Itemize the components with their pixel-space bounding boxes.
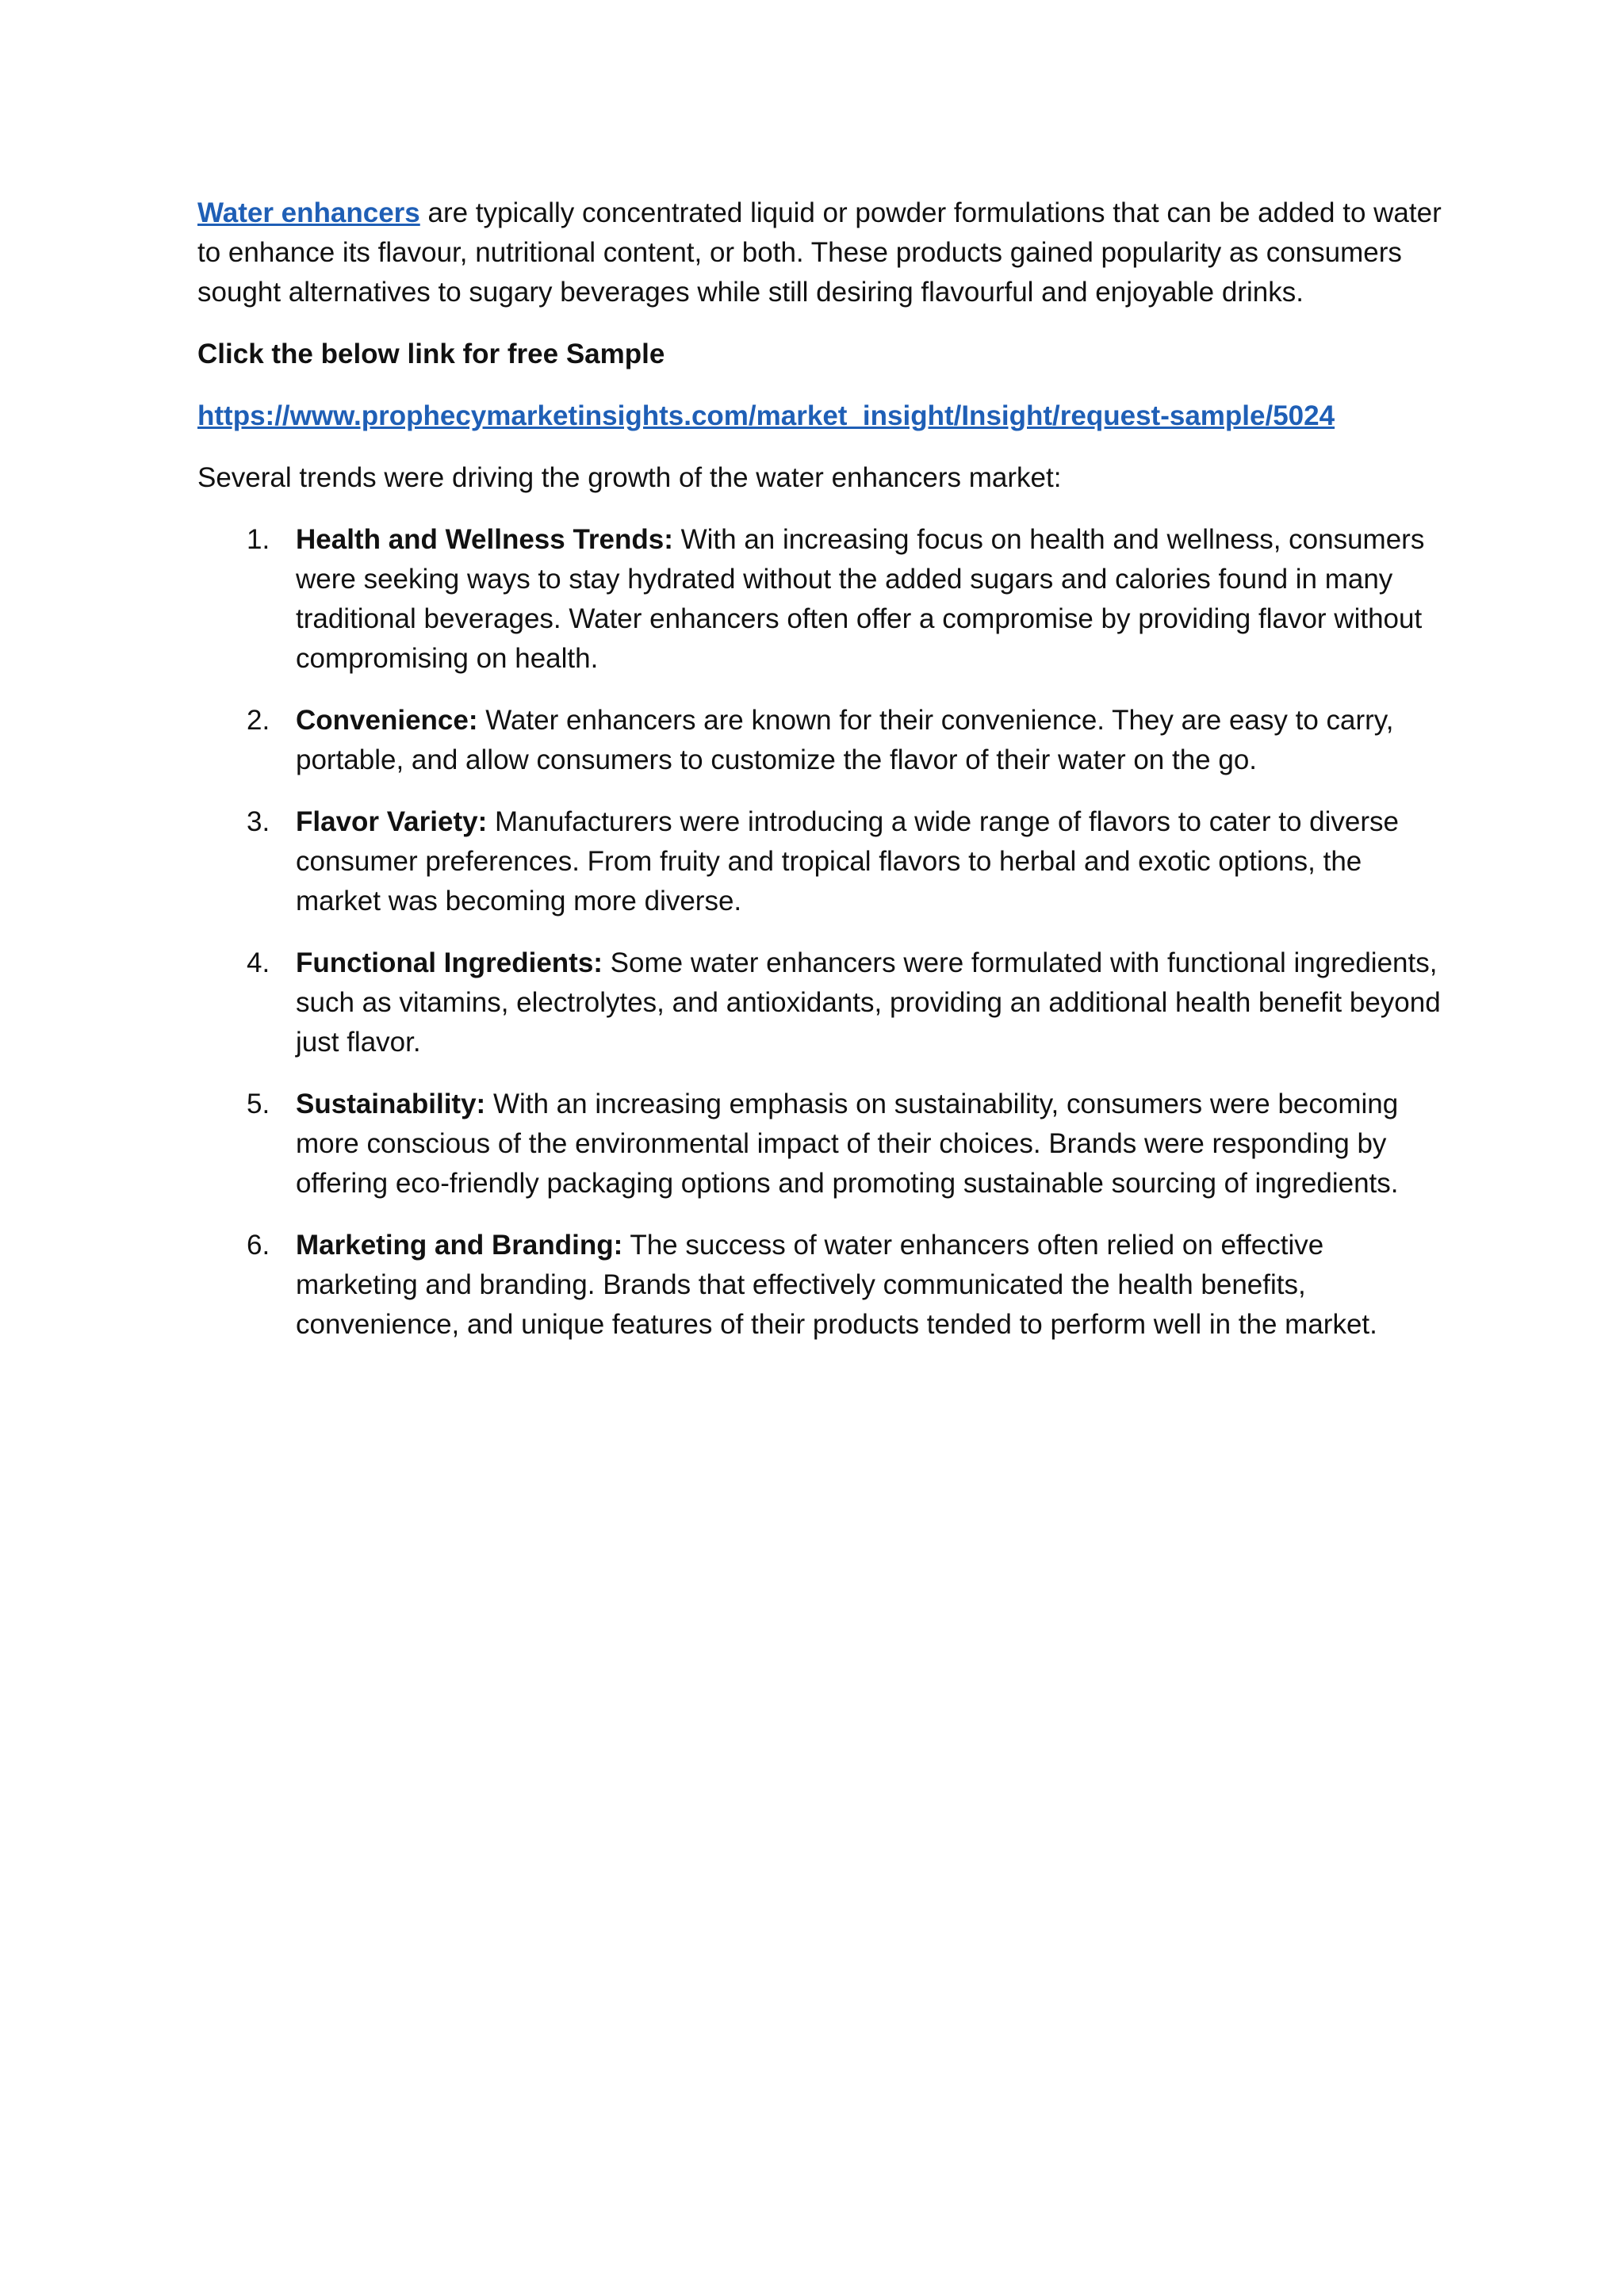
list-item-number: 2. <box>247 705 270 736</box>
list-item-title: Health and Wellness Trends: <box>296 524 673 555</box>
list-item-number: 3. <box>247 806 270 837</box>
trends-list <box>197 520 1450 1345</box>
list-item-text: The success of water enhancers often relied on effective marketing and branding. Brands that effectively communicated the health benefits, convenience, and unique features of their products tended to perform well in the market. <box>296 1230 1377 1340</box>
list-item-number: 5. <box>247 1089 270 1119</box>
intro-paragraph <box>197 193 1450 312</box>
trends-intro: Several trends were driving the growth of the water enhancers market: <box>197 462 1062 493</box>
list-item-title: Marketing and Branding: <box>296 1230 623 1261</box>
list-item-number: 6. <box>247 1230 270 1261</box>
list-item <box>197 1226 1450 1345</box>
list-item-title: Convenience: <box>296 705 478 736</box>
sample-link-paragraph <box>197 396 1450 436</box>
list-item <box>197 520 1450 679</box>
sample-heading: Click the below link for free Sample <box>197 339 665 369</box>
list-item-text: Manufacturers were introducing a wide range of flavors to cater to diverse consumer preferences. From fruity and tropical flavors to herbal and exotic options, the market was becoming more diverse. <box>296 806 1399 916</box>
intro-text: are typically concentrated liquid or powder formulations that can be added to water to enhance its flavour, nutritional content, or both. These products gained popularity as consumers sought alternatives to sugary beverages while still desiring flavourful and enjoyable drinks. <box>197 197 1442 308</box>
list-item-title: Sustainability: <box>296 1089 486 1119</box>
list-item-title: Flavor Variety: <box>296 806 488 837</box>
list-item-number: 1. <box>247 524 270 555</box>
list-item-number: 4. <box>247 947 270 978</box>
list-item-text: Water enhancers are known for their convenience. They are easy to carry, portable, and allow consumers to customize the flavor of their water on the go. <box>296 705 1394 775</box>
list-item-text: With an increasing emphasis on sustainability, consumers were becoming more conscious of the environmental impact of their choices. Brands were responding by offering eco-friendly packaging options and promoting sustainable sourcing of ingredients. <box>296 1089 1399 1199</box>
water-enhancers-link[interactable]: Water enhancers <box>197 197 420 228</box>
sample-request-link[interactable]: https://www.prophecymarketinsights.com/market_insight/Insight/request-sample/5024 <box>197 400 1335 431</box>
list-item <box>197 1085 1450 1203</box>
document-body <box>197 193 1450 1367</box>
list-item-title: Functional Ingredients: <box>296 947 603 978</box>
list-item-text: With an increasing focus on health and wellness, consumers were seeking ways to stay hydrated without the added sugars and calories found in many traditional beverages. Water enhancers often offer a compromise by providing flavor without compromising on health. <box>296 524 1425 674</box>
list-item <box>197 802 1450 921</box>
list-item-text: Some water enhancers were formulated with functional ingredients, such as vitamins, electrolytes, and antioxidants, providing an additional health benefit beyond just flavor. <box>296 947 1441 1058</box>
list-item <box>197 701 1450 780</box>
list-item <box>197 943 1450 1062</box>
